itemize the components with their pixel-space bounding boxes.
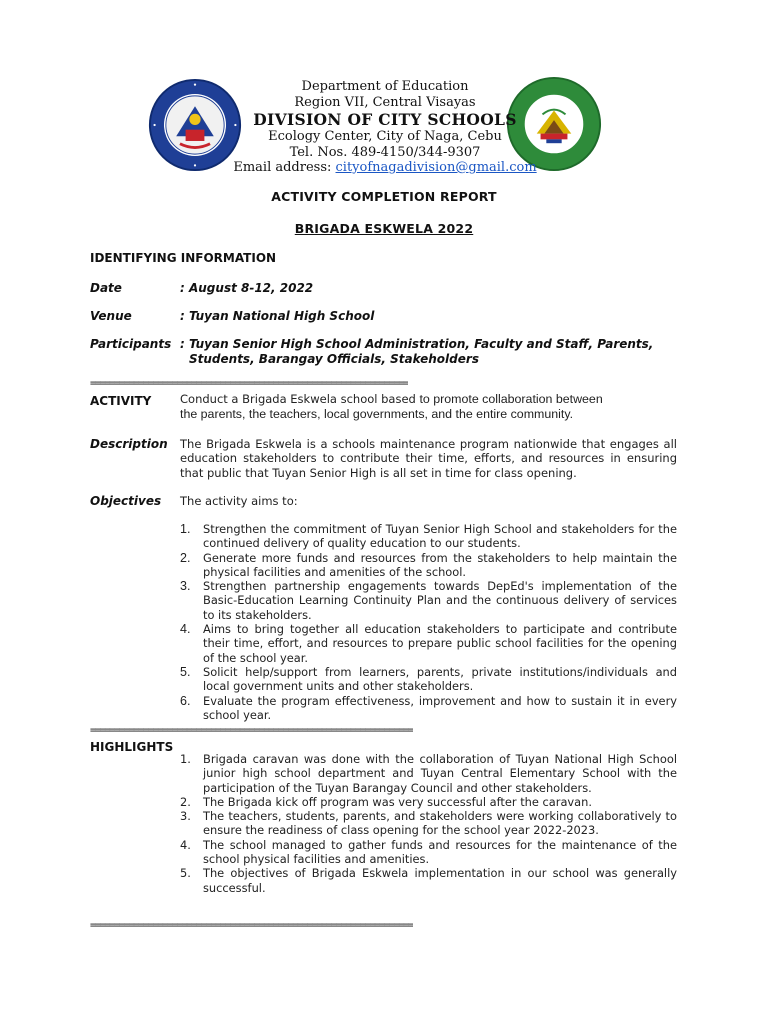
region-line: Region VII, Central Visayas — [294, 94, 476, 110]
list-item — [180, 838, 677, 867]
divider-rule: =================================================================== — [90, 726, 413, 736]
identifying-information-heading: IDENTIFYING INFORMATION — [90, 251, 277, 265]
list-item — [180, 522, 677, 551]
description-text: The Brigada Eskwela is a schools maintenance program nationwide that engages all education stakeholders to contribute their time, efforts, and resources in ensuring that public that Tuyan Senior High is all set in time for class opening. — [180, 437, 677, 480]
divider-rule: ================================================================== — [90, 379, 409, 389]
participants-line-1: : Tuyan Senior High School Administration, Faculty and Staff, Parents, — [180, 337, 654, 351]
list-item-number: 1. — [180, 522, 191, 536]
list-item-text: The Brigada kick off program was very successful after the caravan. — [203, 794, 592, 809]
objectives-label: Objectives — [90, 494, 162, 508]
list-item-text: Brigada caravan was done with the collaboration of Tuyan National High School junior high school department and Tuyan Central Elementary School with the participation of the Tuyan Barangay Council and other stakeholders. — [203, 752, 677, 795]
list-item — [180, 665, 677, 694]
list-item-text: Evaluate the program effectiveness, improvement and how to sustain it in every school year. — [203, 693, 677, 722]
list-item-number: 5. — [180, 664, 191, 679]
venue-value: : Tuyan National High School — [180, 309, 375, 323]
participants-value — [180, 337, 680, 366]
list-item — [180, 809, 677, 838]
divider-rule: =================================================================== — [90, 921, 413, 931]
description-label: Description — [90, 437, 168, 451]
list-item-number: 4. — [180, 622, 191, 637]
email-link[interactable]: cityofnagadivision@gmail.com — [335, 160, 537, 175]
department-line: Department of Education — [301, 79, 469, 94]
list-item — [180, 579, 677, 622]
date-value: : August 8-12, 2022 — [180, 281, 314, 295]
activity-label: ACTIVITY — [90, 394, 152, 408]
list-item-text: The objectives of Brigada Eskwela implementation in our school was generally successful. — [203, 866, 677, 895]
event-title: BRIGADA ESKWELA 2022 — [294, 221, 474, 236]
activity-text-part-2: to promote collaboration between — [419, 392, 603, 406]
objectives-intro: The activity aims to: — [180, 494, 298, 508]
list-item-text: The teachers, students, parents, and stakeholders were working collaboratively to ensure the readiness of class opening for the school year 2022-2023. — [203, 809, 677, 838]
list-item-number: 3. — [180, 809, 191, 824]
objectives-list — [180, 522, 677, 722]
participants-label: Participants — [90, 337, 172, 351]
list-item-text: Generate more funds and resources from the stakeholders to help maintain the physical facilities and amenities of the school. — [203, 550, 677, 579]
address-line: Ecology Center, City of Naga, Cebu — [268, 129, 502, 144]
list-item — [180, 622, 677, 665]
list-item-text: Solicit help/support from learners, parents, private institutions/individuals and local government units and other stakeholders. — [203, 664, 677, 694]
list-item-number: 3. — [180, 579, 191, 594]
list-item-number: 6. — [180, 693, 191, 708]
email-line — [200, 160, 570, 176]
telephone-line: Tel. Nos. 489-4150/344-9307 — [289, 144, 481, 160]
date-label: Date — [90, 281, 122, 295]
email-label: Email address: — [233, 160, 336, 175]
activity-text-part-3: the parents, the teachers, local governments, and the entire community. — [180, 407, 574, 421]
list-item-text: Aims to bring together all education stakeholders to participate and contribute their time, effort, and resources to prepare public school facilities for the opening of the school year. — [203, 622, 677, 665]
list-item-number: 2. — [180, 550, 191, 565]
activity-text — [180, 392, 680, 422]
list-item — [180, 752, 677, 795]
list-item-text: Strengthen partnership engagements towards DepEd's implementation of the Basic-Education Learning Continuity Plan and the continuous delivery of services to its stakeholders. — [203, 579, 677, 622]
highlights-label: HIGHLIGHTS — [90, 740, 174, 754]
division-name: DIVISION OF CITY SCHOOLS — [253, 110, 517, 129]
activity-text-part-1: Conduct a Brigada Eskwela school based — [180, 392, 420, 406]
letterhead — [200, 79, 570, 176]
participants-line-2: Students, Barangay Officials, Stakeholders — [189, 351, 479, 366]
report-title: ACTIVITY COMPLETION REPORT — [271, 189, 497, 204]
list-item-number: 1. — [180, 752, 191, 766]
list-item-number: 2. — [180, 794, 191, 809]
list-item — [180, 795, 677, 809]
highlights-list — [180, 752, 677, 895]
list-item-number: 4. — [180, 837, 191, 852]
venue-label: Venue — [90, 309, 132, 323]
list-item — [180, 551, 677, 580]
list-item — [180, 694, 677, 723]
list-item-text: Strengthen the commitment of Tuyan Senior High School and stakeholders for the continued delivery of quality education to our students. — [203, 522, 677, 551]
list-item-text: The school managed to gather funds and resources for the maintenance of the school physical facilities and amenities. — [203, 837, 677, 867]
list-item-number: 5. — [180, 866, 191, 881]
list-item — [180, 866, 677, 895]
